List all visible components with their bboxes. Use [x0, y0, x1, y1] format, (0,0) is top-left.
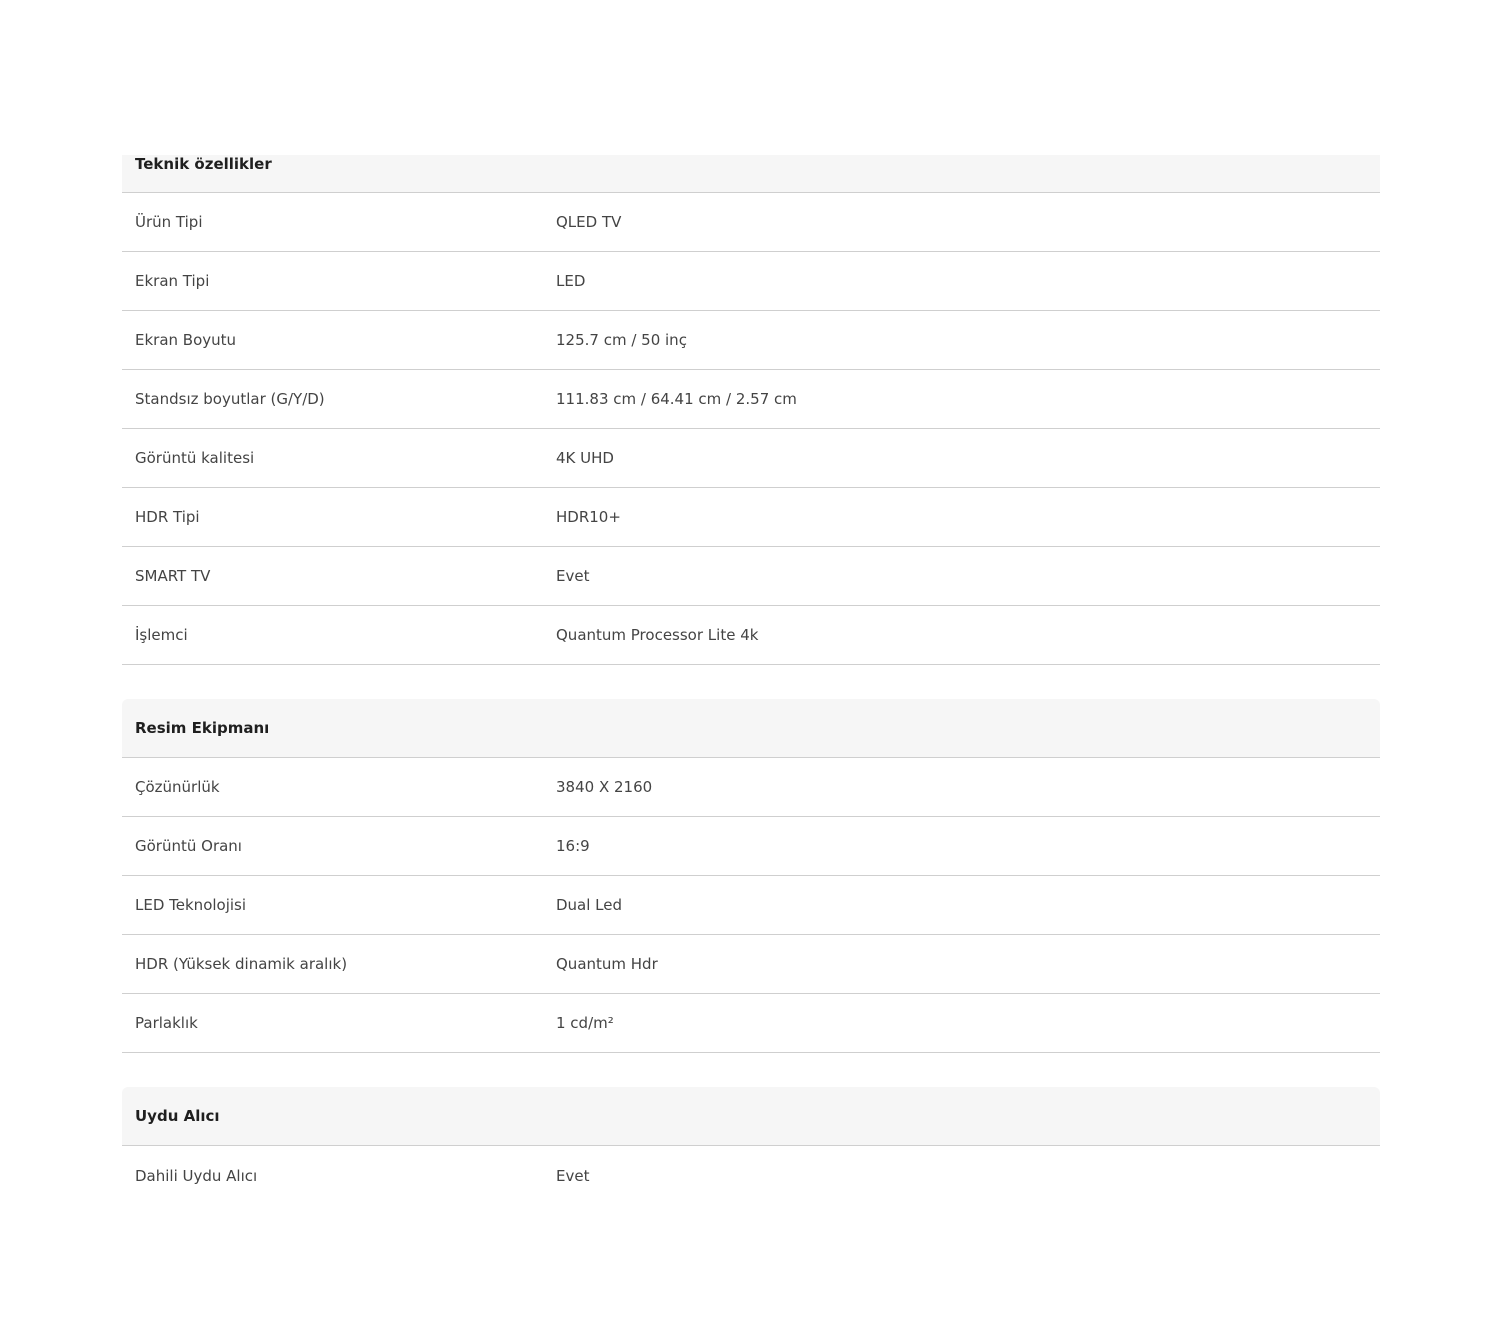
- spec-row: [122, 429, 1380, 488]
- spec-row: [122, 547, 1380, 606]
- spec-value: 125.7 cm / 50 inç: [556, 331, 687, 349]
- spec-row: [122, 935, 1380, 994]
- spec-row: [122, 488, 1380, 547]
- spec-label: Çözünürlük: [135, 778, 220, 796]
- spec-value: LED: [556, 272, 586, 290]
- spec-label: İşlemci: [135, 626, 188, 644]
- spec-label: Ekran Tipi: [135, 272, 210, 290]
- spec-label: Ürün Tipi: [135, 213, 203, 231]
- spec-value: Quantum Hdr: [556, 955, 658, 973]
- spec-label: HDR (Yüksek dinamik aralık): [135, 955, 348, 973]
- spec-row: [122, 1146, 1380, 1205]
- spec-section-satellite: [122, 1087, 1380, 1205]
- spec-label: Dahili Uydu Alıcı: [135, 1166, 258, 1185]
- spec-label: HDR Tipi: [135, 508, 200, 526]
- spec-value: 111.83 cm / 64.41 cm / 2.57 cm: [556, 390, 797, 408]
- spec-label: Ekran Boyutu: [135, 331, 237, 349]
- spec-section-technical: [122, 155, 1380, 665]
- section-title: Uydu Alıcı: [122, 1087, 1380, 1146]
- spec-value: Dual Led: [556, 896, 623, 914]
- spec-row: [122, 817, 1380, 876]
- spec-value: 16:9: [556, 837, 590, 855]
- spec-value: Evet: [556, 567, 590, 585]
- spec-row: [122, 606, 1380, 665]
- spec-label: Görüntü Oranı: [135, 837, 242, 855]
- spec-table: [122, 155, 1380, 1239]
- spec-row: [122, 193, 1380, 252]
- spec-row: [122, 994, 1380, 1053]
- spec-label: SMART TV: [135, 567, 211, 585]
- spec-value: HDR10+: [556, 508, 621, 526]
- spec-value: Evet: [556, 1166, 590, 1185]
- spec-value: 4K UHD: [556, 449, 614, 467]
- spec-section-picture: [122, 699, 1380, 1053]
- section-title: Teknik özellikler: [122, 155, 1380, 193]
- section-title: Resim Ekipmanı: [122, 699, 1380, 758]
- spec-label: LED Teknolojisi: [135, 896, 247, 914]
- spec-value: Quantum Processor Lite 4k: [556, 626, 759, 644]
- spec-value: 1 cd/m²: [556, 1014, 614, 1032]
- spec-row: [122, 758, 1380, 817]
- spec-value: QLED TV: [556, 213, 622, 231]
- spec-row: [122, 876, 1380, 935]
- spec-row: [122, 370, 1380, 429]
- spec-row: [122, 311, 1380, 370]
- spec-value: 3840 X 2160: [556, 778, 653, 796]
- spec-label: Standsız boyutlar (G/Y/D): [135, 390, 325, 408]
- spec-label: Görüntü kalitesi: [135, 449, 255, 467]
- spec-label: Parlaklık: [135, 1014, 198, 1032]
- spec-row: [122, 252, 1380, 311]
